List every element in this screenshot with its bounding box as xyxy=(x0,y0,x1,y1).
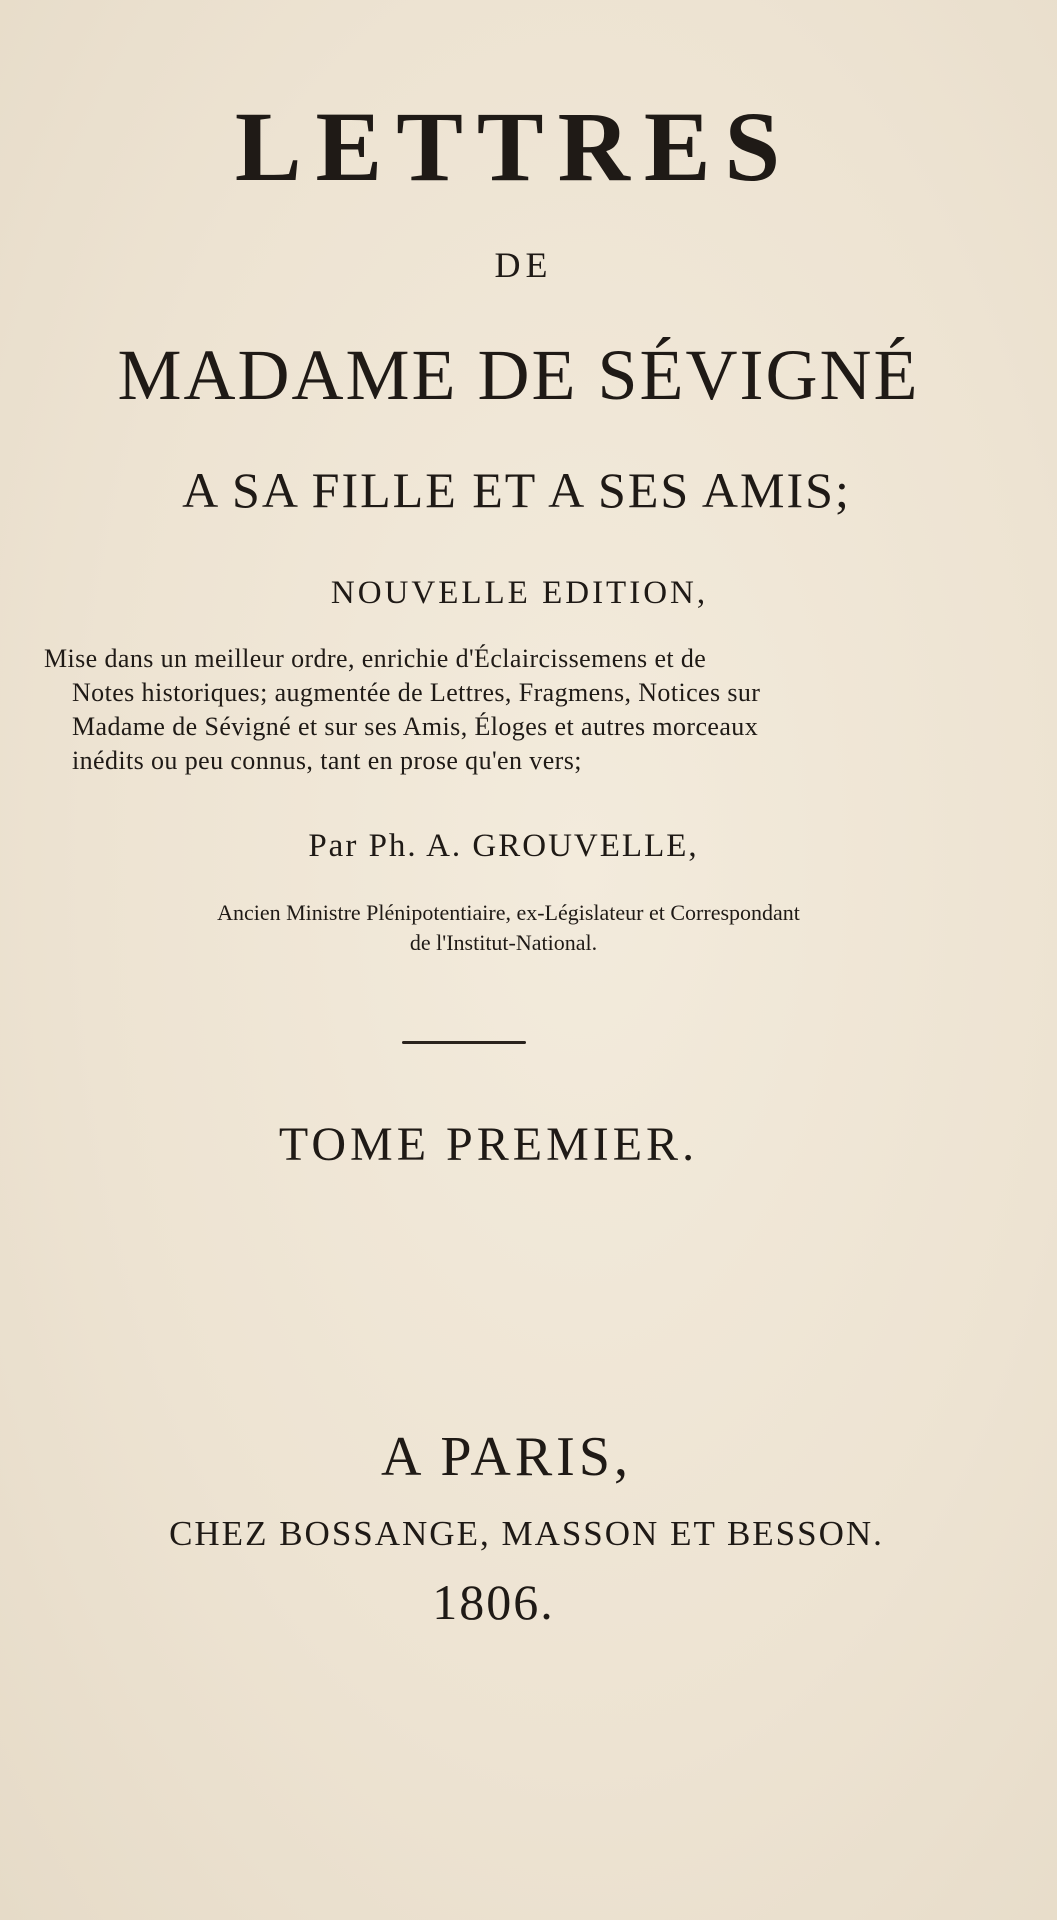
editor-credentials xyxy=(0,898,1057,958)
credentials-line: de l'Institut-National. xyxy=(409,930,598,955)
imprint-city: A PARIS, xyxy=(381,1426,632,1488)
ornamental-rule xyxy=(402,1041,526,1044)
imprint-publisher: CHEZ BOSSANGE, MASSON ET BESSON. xyxy=(169,1514,884,1553)
description-line: Notes historiques; augmentée de Lettres, Fragmens, Notices sur xyxy=(72,678,761,707)
book-title: LETTRES xyxy=(234,91,795,202)
imprint-year: 1806. xyxy=(432,1574,555,1630)
description-line: Madame de Sévigné et sur ses Amis, Éloges et autres morceaux xyxy=(72,712,759,741)
author-name: MADAME DE SÉVIGNÉ xyxy=(117,335,920,415)
edition-label: NOUVELLE EDITION, xyxy=(330,575,709,611)
credentials-line: Ancien Ministre Plénipotentiaire, ex-Législateur et Correspondant xyxy=(217,900,800,925)
title-preposition: DE xyxy=(494,245,553,285)
edition-description xyxy=(44,642,884,778)
description-line: inédits ou peu connus, tant en prose qu'en vers; xyxy=(72,746,582,775)
book-subtitle: A SA FILLE ET A SES AMIS; xyxy=(182,462,851,518)
editor-byline: Par Ph. A. GROUVELLE, xyxy=(308,828,699,864)
volume-label: TOME PREMIER. xyxy=(278,1118,699,1171)
description-line: Mise dans un meilleur ordre, enrichie d'Éclaircissemens et de xyxy=(44,644,707,673)
